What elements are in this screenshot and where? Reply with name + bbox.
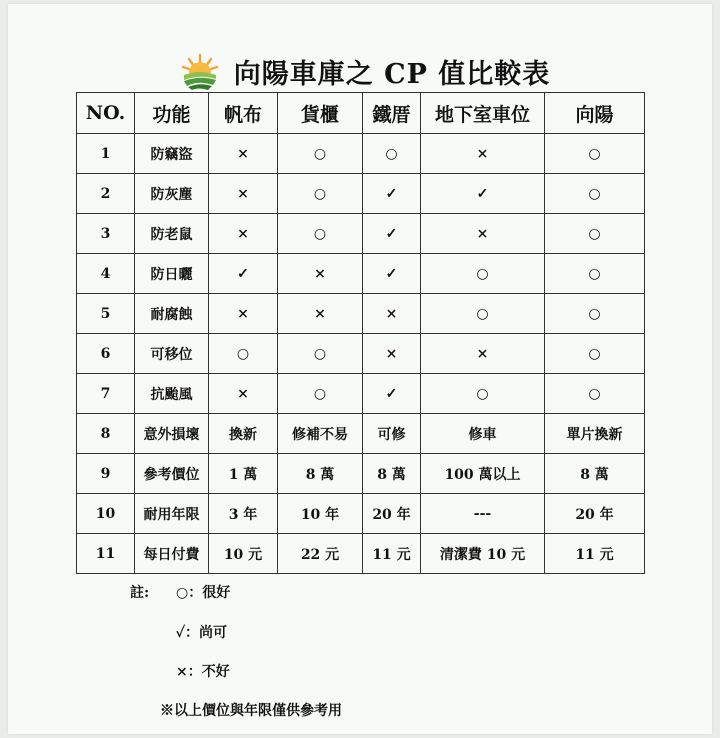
table-row: [77, 174, 645, 214]
header-no: NO.: [77, 93, 135, 134]
page-title: 向陽車庫之 CP 值比較表: [233, 58, 551, 90]
table-cell: ○: [278, 214, 363, 254]
table-row: [77, 454, 645, 494]
table-cell: ○: [421, 294, 545, 334]
row-number-cell: 7: [77, 374, 135, 414]
table-row: [77, 534, 645, 574]
table-cell: 修補不易: [278, 414, 363, 454]
row-number-cell: 3: [77, 214, 135, 254]
function-cell: 意外損壞: [135, 414, 209, 454]
header-function: 功能: [135, 93, 209, 134]
table-cell: ○: [421, 374, 545, 414]
table-cell: ✓: [363, 254, 421, 294]
table-row: [77, 294, 645, 334]
table-cell: ○: [421, 254, 545, 294]
function-cell: 參考價位: [135, 454, 209, 494]
function-cell: 可移位: [135, 334, 209, 374]
table-row: [77, 414, 645, 454]
note-good: ○：很好: [176, 585, 231, 601]
table-cell: ○: [278, 174, 363, 214]
table-cell: ○: [545, 134, 645, 174]
row-number-cell: 11: [77, 534, 135, 574]
table-cell: 換新: [209, 414, 278, 454]
table-row: [77, 334, 645, 374]
table-cell: ×: [421, 214, 545, 254]
function-cell: 耐用年限: [135, 494, 209, 534]
table-cell: 8 萬: [278, 454, 363, 494]
table-row: [77, 214, 645, 254]
table-cell: 8 萬: [545, 454, 645, 494]
table-cell: ✓: [363, 214, 421, 254]
function-cell: 防灰塵: [135, 174, 209, 214]
comparison-table: [76, 92, 645, 574]
header-xiangyang: 向陽: [545, 93, 645, 134]
table-cell: 1 萬: [209, 454, 278, 494]
table-cell: 10 年: [278, 494, 363, 534]
table-cell: ○: [278, 374, 363, 414]
table-cell: 11 元: [545, 534, 645, 574]
row-number-cell: 9: [77, 454, 135, 494]
header-row: [77, 93, 645, 134]
table-cell: ×: [278, 254, 363, 294]
table-cell: ×: [278, 294, 363, 334]
row-number-cell: 2: [77, 174, 135, 214]
notes-label: 註:: [130, 585, 150, 601]
row-number-cell: 6: [77, 334, 135, 374]
table-cell: ×: [209, 134, 278, 174]
table-cell: ○: [545, 334, 645, 374]
table-cell: ×: [421, 334, 545, 374]
table-cell: ○: [363, 134, 421, 174]
table-cell: ○: [278, 134, 363, 174]
header-container: 貨櫃: [278, 93, 363, 134]
function-cell: 防老鼠: [135, 214, 209, 254]
table-body: [77, 134, 645, 574]
table-cell: 100 萬以上: [421, 454, 545, 494]
table-cell: ---: [421, 494, 545, 534]
table-cell: ○: [545, 174, 645, 214]
table-cell: ✓: [363, 174, 421, 214]
row-number-cell: 4: [77, 254, 135, 294]
note-bad: ×：不好: [176, 664, 230, 680]
table-cell: 20 年: [363, 494, 421, 534]
function-cell: 抗颱風: [135, 374, 209, 414]
function-cell: 每日付費: [135, 534, 209, 574]
note-disclaimer: ※以上價位與年限僅供參考用: [160, 703, 342, 719]
table-cell: 20 年: [545, 494, 645, 534]
table-cell: ○: [545, 294, 645, 334]
table-cell: ✓: [209, 254, 278, 294]
row-number-cell: 1: [77, 134, 135, 174]
row-number-cell: 5: [77, 294, 135, 334]
table-cell: 8 萬: [363, 454, 421, 494]
table-cell: 3 年: [209, 494, 278, 534]
table-row: [77, 254, 645, 294]
table-cell: 10 元: [209, 534, 278, 574]
sun-field-logo-icon: [180, 51, 220, 91]
table-cell: ×: [421, 134, 545, 174]
table-cell: 單片換新: [545, 414, 645, 454]
table-cell: 修車: [421, 414, 545, 454]
row-number-cell: 8: [77, 414, 135, 454]
table-cell: 22 元: [278, 534, 363, 574]
table-row: [77, 374, 645, 414]
table-cell: ✓: [363, 374, 421, 414]
table-row: [77, 494, 645, 534]
function-cell: 耐腐蝕: [135, 294, 209, 334]
table-cell: ○: [209, 334, 278, 374]
function-cell: 防日曬: [135, 254, 209, 294]
table-cell: 11 元: [363, 534, 421, 574]
table-cell: 清潔費 10 元: [421, 534, 545, 574]
function-cell: 防竊盜: [135, 134, 209, 174]
table-cell: ×: [363, 294, 421, 334]
title-row: [0, 44, 720, 98]
table-cell: ✓: [421, 174, 545, 214]
table-row: [77, 134, 645, 174]
table-cell: ○: [278, 334, 363, 374]
table-cell: ○: [545, 214, 645, 254]
table-cell: ×: [209, 174, 278, 214]
table-cell: 可修: [363, 414, 421, 454]
table-cell: ×: [209, 294, 278, 334]
row-number-cell: 10: [77, 494, 135, 534]
table-cell: ×: [363, 334, 421, 374]
header-iron-house: 鐵厝: [363, 93, 421, 134]
table-cell: ○: [545, 374, 645, 414]
header-canvas: 帆布: [209, 93, 278, 134]
header-basement-parking: 地下室車位: [421, 93, 545, 134]
note-ok: ✓：尚可: [176, 625, 228, 641]
table-cell: ○: [545, 254, 645, 294]
table-cell: ×: [209, 214, 278, 254]
table-cell: ×: [209, 374, 278, 414]
